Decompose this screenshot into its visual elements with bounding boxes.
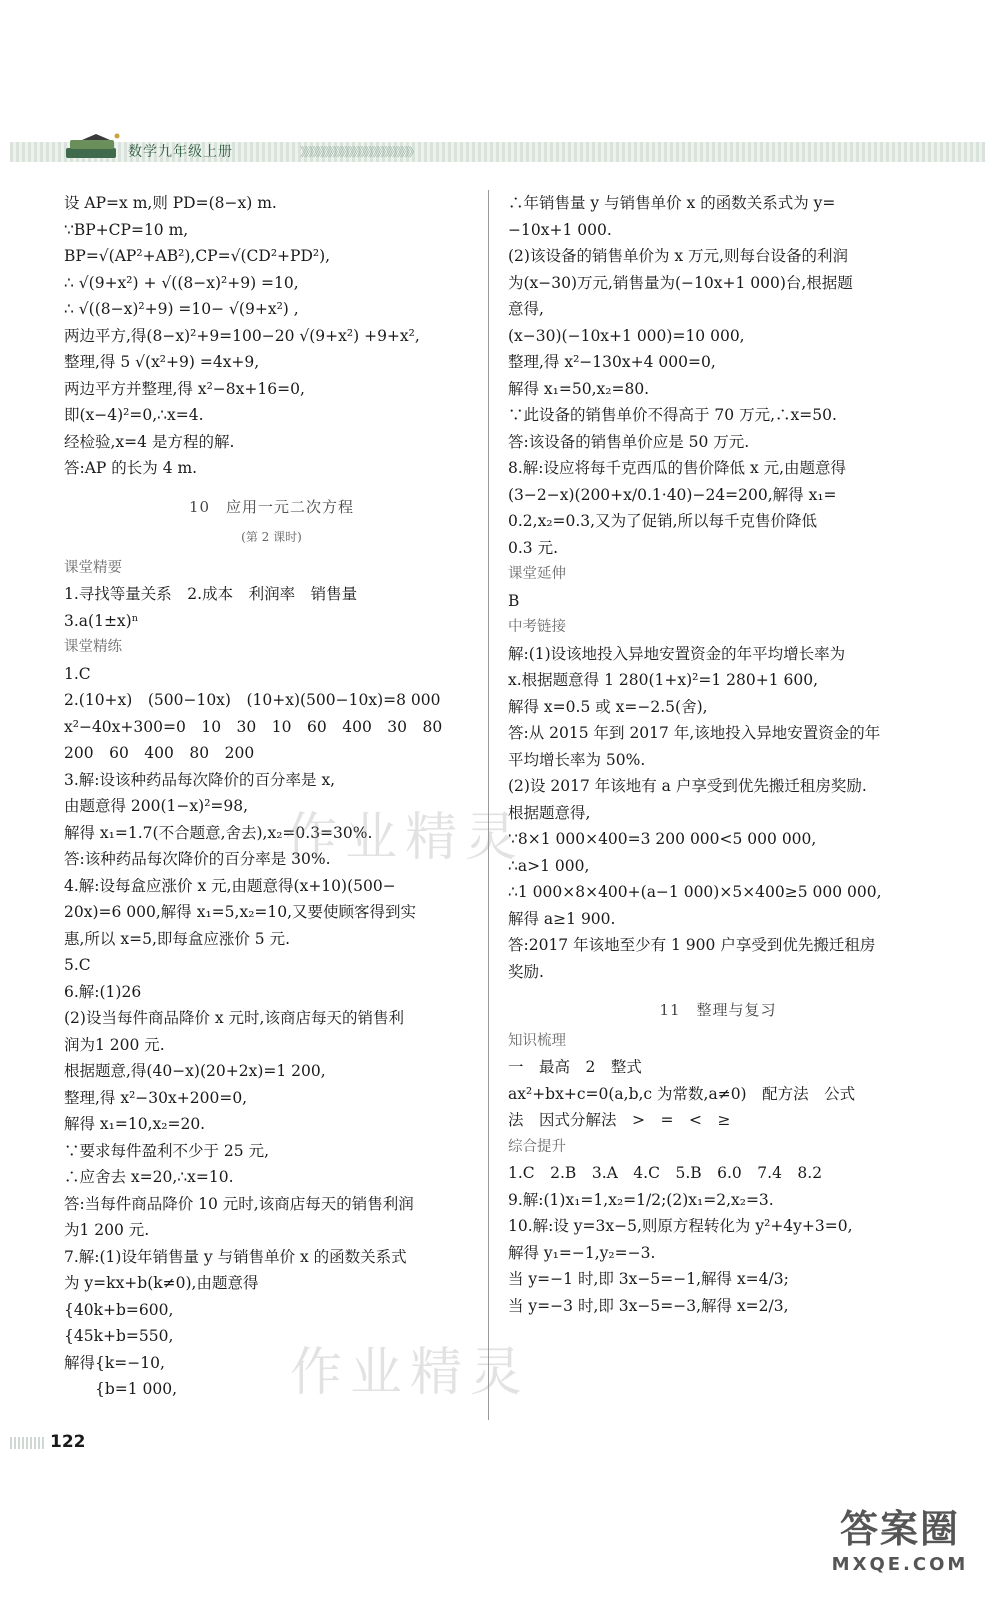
text-line: (3−2−x)(200+x/0.1·40)−24=200,解得 x₁= bbox=[508, 485, 837, 504]
text-line: 两边平方并整理,得 x²−8x+16=0, bbox=[64, 379, 305, 398]
text-line: 9.解:(1)x₁=1,x₂=1/2;(2)x₁=2,x₂=3. bbox=[508, 1190, 774, 1209]
text-line: {b=1 000, bbox=[64, 1380, 178, 1398]
text-line: 3.a(1±x)ⁿ bbox=[64, 611, 139, 630]
text-line: 答:AP 的长为 4 m. bbox=[64, 459, 198, 477]
text-line: 为(x−30)万元,销售量为(−10x+1 000)台,根据题 bbox=[508, 273, 853, 292]
text-line: 平均增长率为 50%. bbox=[508, 750, 646, 769]
page-number-decoration bbox=[10, 1437, 46, 1449]
page-number: 122 bbox=[50, 1432, 86, 1452]
text-line: 6.解:(1)26 bbox=[64, 982, 142, 1001]
text-line: 一 最高 2 整式 bbox=[508, 1058, 642, 1076]
text-line: (2)设当每件商品降价 x 元时,该商店每天的销售利 bbox=[64, 1009, 404, 1027]
text-line: 润为1 200 元. bbox=[64, 1035, 165, 1054]
section-subtitle: (第 2 课时) bbox=[241, 530, 302, 544]
text-line: 10.解:设 y=3x−5,则原方程转化为 y²+4y+3=0, bbox=[508, 1217, 853, 1235]
text-line: 4.解:设每盒应涨价 x 元,由题意得(x+10)(500− bbox=[64, 876, 396, 895]
subsection-heading: 综合提升 bbox=[508, 1138, 566, 1155]
subsection-heading: 中考链接 bbox=[508, 619, 566, 635]
text-line: (2)设 2017 年该地有 a 户享受到优先搬迁租房奖励. bbox=[508, 777, 867, 795]
text-line: ∴a>1 000, bbox=[508, 856, 590, 875]
text-line: 20x)=6 000,解得 x₁=5,x₂=10,又要使顾客得到实 bbox=[64, 903, 417, 921]
text-line: (2)该设备的销售单价为 x 万元,则每台设备的利润 bbox=[508, 247, 848, 265]
right-column bbox=[508, 190, 928, 1319]
text-line: x²−40x+300=0 10 30 10 60 400 30 80 bbox=[64, 717, 443, 736]
subsection-heading: 课堂精练 bbox=[64, 639, 122, 655]
text-line: 0.2,x₂=0.3,又为了促销,所以每千克售价降低 bbox=[508, 512, 818, 530]
left-answers-block bbox=[64, 555, 479, 1403]
text-line: 当 y=−3 时,即 3x−5=−3,解得 x=2/3, bbox=[508, 1296, 789, 1315]
text-line: ∴ √(9+x²) + √((8−x)²+9) =10, bbox=[64, 273, 299, 292]
watermark: 作业精灵 bbox=[290, 1343, 531, 1403]
text-line: 解得 x₁=50,x₂=80. bbox=[508, 379, 650, 398]
left-solution-block bbox=[64, 190, 479, 482]
text-line: 0.3 元. bbox=[508, 538, 559, 557]
left-column bbox=[64, 190, 479, 1403]
text-line: ∵8×1 000×400=3 200 000<5 000 000, bbox=[508, 830, 817, 848]
section-title-10: 10 应用一元二次方程 bbox=[188, 497, 355, 516]
text-line: 1.C 2.B 3.A 4.C 5.B 6.0 7.4 8.2 bbox=[508, 1164, 823, 1182]
text-line: 解得 x₁=1.7(不合题意,舍去),x₂=0.3=30%. bbox=[64, 823, 373, 842]
text-line: 答:该设备的销售单价应是 50 万元. bbox=[508, 432, 750, 451]
text-line: 解:(1)设该地投入异地安置资金的年平均增长率为 bbox=[508, 644, 846, 663]
text-line: 8.解:设应将每千克西瓜的售价降低 x 元,由题意得 bbox=[508, 459, 847, 477]
text-line: x.根据题意得 1 280(1+x)²=1 280+1 600, bbox=[508, 671, 819, 689]
text-line: {45k+b=550, bbox=[64, 1327, 174, 1345]
text-line: 解得 x₁=10,x₂=20. bbox=[64, 1115, 206, 1133]
text-line: {40k+b=600, bbox=[64, 1300, 174, 1319]
column-divider bbox=[488, 190, 489, 1420]
text-line: ∴年销售量 y 与销售单价 x 的函数关系式为 y= bbox=[508, 194, 836, 212]
text-line: ∵此设备的销售单价不得高于 70 万元,∴x=50. bbox=[508, 406, 837, 424]
site-logo bbox=[815, 1505, 985, 1595]
text-line: 2.(10+x) (500−10x) (10+x)(500−10x)=8 000 bbox=[64, 691, 441, 709]
text-line: 整理,得 x²−30x+200=0, bbox=[64, 1088, 248, 1107]
text-line: 设 AP=x m,则 PD=(8−x) m. bbox=[64, 194, 277, 212]
text-line: 200 60 400 80 200 bbox=[64, 744, 255, 762]
subsection-heading: 课堂延伸 bbox=[508, 566, 566, 582]
review-answers-block bbox=[508, 1028, 928, 1320]
right-answers-block bbox=[508, 190, 928, 985]
text-line: 整理,得 5 √(x²+9) =4x+9, bbox=[64, 353, 260, 371]
text-line: ∵BP+CP=10 m, bbox=[64, 220, 189, 239]
page-header bbox=[10, 128, 985, 168]
text-line: 惠,所以 x=5,即每盒应涨价 5 元. bbox=[64, 929, 291, 948]
text-line: 奖励. bbox=[508, 962, 544, 981]
site-logo-url: MXQE.COM bbox=[831, 1554, 969, 1575]
text-line: 解得 y₁=−1,y₂=−3. bbox=[508, 1243, 656, 1262]
text-line: 答:该种药品每次降价的百分率是 30%. bbox=[64, 850, 331, 868]
text-line: 法 因式分解法 > = < ≥ bbox=[508, 1111, 731, 1129]
text-line: 意得, bbox=[508, 300, 544, 318]
subsection-heading: 课堂精要 bbox=[64, 559, 122, 576]
text-line: ax²+bx+c=0(a,b,c 为常数,a≠0) 配方法 公式 bbox=[508, 1084, 856, 1103]
watermark: 作业精灵 bbox=[285, 808, 526, 868]
text-line: 两边平方,得(8−x)²+9=100−20 √(9+x²) +9+x², bbox=[64, 326, 420, 345]
header-arrows: 》》》》》》》》》》》》》》》》》》》》》》》》》》》》 bbox=[300, 145, 419, 159]
subsection-heading: 知识梳理 bbox=[508, 1032, 566, 1049]
section-title-11: 11 整理与复习 bbox=[659, 1001, 777, 1019]
text-line: 即(x−4)²=0,∴x=4. bbox=[64, 406, 204, 424]
text-line: ∴1 000×8×400+(a−1 000)×5×400≥5 000 000, bbox=[508, 883, 882, 901]
text-line: 解得 a≥1 900. bbox=[508, 909, 616, 928]
text-line: 为1 200 元. bbox=[64, 1221, 150, 1239]
text-line: 1.寻找等量关系 2.成本 利润率 销售量 bbox=[64, 585, 358, 603]
text-line: 7.解:(1)设年销售量 y 与销售单价 x 的函数关系式 bbox=[64, 1247, 407, 1266]
book-title: 数学九年级上册 bbox=[128, 144, 233, 160]
text-line: 根据题意得, bbox=[508, 803, 591, 822]
text-line: 由题意得 200(1−x)²=98, bbox=[64, 797, 249, 815]
text-line: 答:从 2015 年到 2017 年,该地投入异地安置资金的年 bbox=[508, 724, 881, 742]
text-line: 当 y=−1 时,即 3x−5=−1,解得 x=4/3; bbox=[508, 1270, 789, 1288]
text-line: 根据题意,得(40−x)(20+2x)=1 200, bbox=[64, 1062, 326, 1080]
text-line: 解得 x=0.5 或 x=−2.5(舍), bbox=[508, 697, 708, 716]
text-line: (x−30)(−10x+1 000)=10 000, bbox=[508, 326, 745, 345]
text-line: ∴应舍去 x=20,∴x=10. bbox=[64, 1168, 234, 1186]
text-line: 经检验,x=4 是方程的解. bbox=[64, 432, 235, 451]
text-line: 答:2017 年该地至少有 1 900 户享受到优先搬迁租房 bbox=[508, 936, 876, 954]
text-line: 解得{k=−10, bbox=[64, 1353, 165, 1372]
text-line: ∴ √((8−x)²+9) =10− √(9+x²) , bbox=[64, 300, 299, 318]
text-line: B bbox=[508, 591, 520, 610]
text-line: 5.C bbox=[64, 956, 91, 974]
text-line: −10x+1 000. bbox=[508, 220, 612, 239]
text-line: BP=√(AP²+AB²),CP=√(CD²+PD²), bbox=[64, 247, 331, 265]
text-line: 1.C bbox=[64, 664, 91, 683]
book-stack-icon bbox=[62, 132, 124, 162]
text-line: 答:当每件商品降价 10 元时,该商店每天的销售利润 bbox=[64, 1194, 414, 1213]
text-line: 3.解:设该种药品每次降价的百分率是 x, bbox=[64, 770, 336, 789]
text-line: 为 y=kx+b(k≠0),由题意得 bbox=[64, 1274, 259, 1292]
site-logo-text: 答案圈 bbox=[839, 1507, 960, 1551]
text-line: 整理,得 x²−130x+4 000=0, bbox=[508, 353, 716, 371]
text-line: ∵要求每件盈利不少于 25 元, bbox=[64, 1141, 270, 1160]
